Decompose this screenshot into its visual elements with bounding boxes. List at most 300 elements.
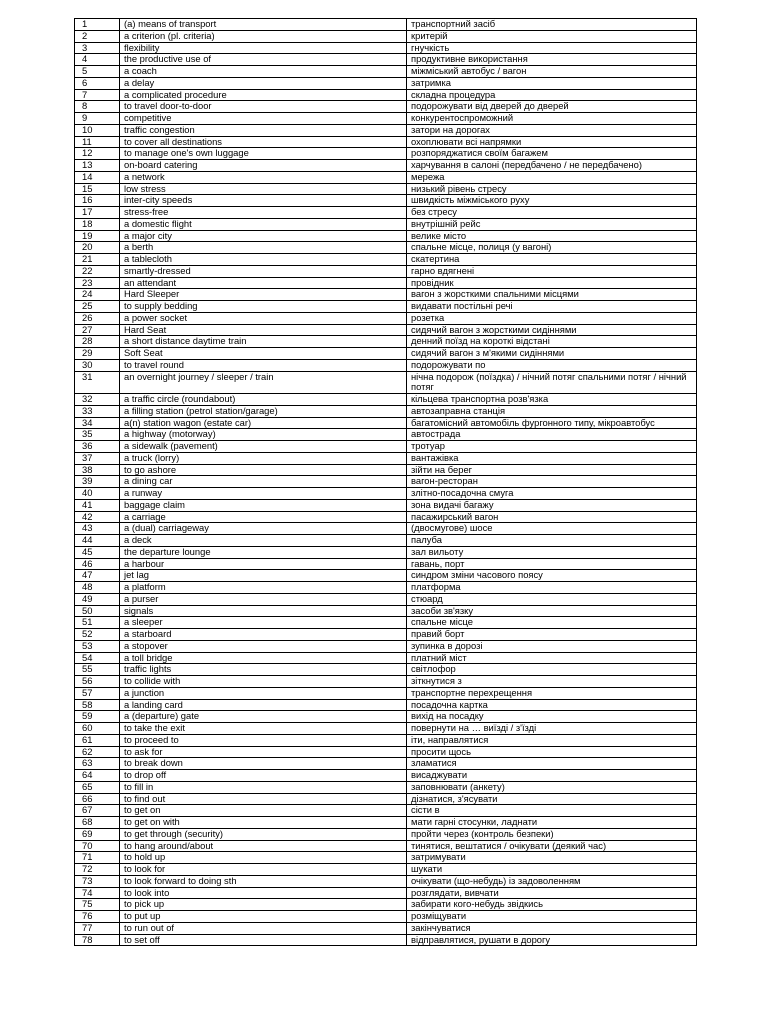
ukrainian-translation: затримувати <box>407 852 697 864</box>
row-number: 56 <box>75 676 120 688</box>
english-term: a harbour <box>120 558 407 570</box>
english-term: to pick up <box>120 899 407 911</box>
ukrainian-translation: зійти на берег <box>407 464 697 476</box>
english-term: to set off <box>120 934 407 946</box>
table-row <box>75 89 697 101</box>
ukrainian-translation: висаджувати <box>407 770 697 782</box>
table-row <box>75 101 697 113</box>
english-term: a berth <box>120 242 407 254</box>
ukrainian-translation: вихід на посадку <box>407 711 697 723</box>
table-row <box>75 640 697 652</box>
row-number: 21 <box>75 254 120 266</box>
ukrainian-translation: спальне місце, полиця (у вагоні) <box>407 242 697 254</box>
english-term: to look forward to doing sth <box>120 875 407 887</box>
ukrainian-translation: відправлятися, рушати в дорогу <box>407 934 697 946</box>
row-number: 36 <box>75 441 120 453</box>
row-number: 13 <box>75 160 120 172</box>
ukrainian-translation: розміщувати <box>407 911 697 923</box>
ukrainian-translation: критерій <box>407 30 697 42</box>
ukrainian-translation: заповнювати (анкету) <box>407 781 697 793</box>
row-number: 16 <box>75 195 120 207</box>
row-number: 53 <box>75 640 120 652</box>
ukrainian-translation: зал вильоту <box>407 546 697 558</box>
row-number: 65 <box>75 781 120 793</box>
table-row <box>75 148 697 160</box>
table-row <box>75 911 697 923</box>
ukrainian-translation: злітно-посадочна смуга <box>407 488 697 500</box>
row-number: 76 <box>75 911 120 923</box>
ukrainian-translation: гарно вдягнені <box>407 265 697 277</box>
table-row <box>75 195 697 207</box>
english-term: the departure lounge <box>120 546 407 558</box>
ukrainian-translation: платний міст <box>407 652 697 664</box>
row-number: 3 <box>75 42 120 54</box>
table-row <box>75 617 697 629</box>
ukrainian-translation: іти, направлятися <box>407 734 697 746</box>
row-number: 55 <box>75 664 120 676</box>
ukrainian-translation: забирати кого-небудь звідкись <box>407 899 697 911</box>
row-number: 24 <box>75 289 120 301</box>
english-term: to collide with <box>120 676 407 688</box>
ukrainian-translation: автозаправна станція <box>407 405 697 417</box>
row-number: 62 <box>75 746 120 758</box>
english-term: jet lag <box>120 570 407 582</box>
row-number: 41 <box>75 499 120 511</box>
english-term: traffic lights <box>120 664 407 676</box>
table-row <box>75 417 697 429</box>
row-number: 31 <box>75 371 120 394</box>
ukrainian-translation: зіткнутися з <box>407 676 697 688</box>
ukrainian-translation: вантажівка <box>407 452 697 464</box>
table-row <box>75 289 697 301</box>
english-term: to look into <box>120 887 407 899</box>
ukrainian-translation: харчування в салоні (передбачено / не передбачено) <box>407 160 697 172</box>
row-number: 45 <box>75 546 120 558</box>
table-row <box>75 652 697 664</box>
table-row <box>75 746 697 758</box>
english-term: a stopover <box>120 640 407 652</box>
ukrainian-translation: подорожувати по <box>407 359 697 371</box>
table-row <box>75 593 697 605</box>
english-term: a domestic flight <box>120 218 407 230</box>
table-row <box>75 711 697 723</box>
english-term: to proceed to <box>120 734 407 746</box>
table-row <box>75 840 697 852</box>
table-row <box>75 230 697 242</box>
table-row <box>75 441 697 453</box>
row-number: 4 <box>75 54 120 66</box>
row-number: 19 <box>75 230 120 242</box>
english-term: to go ashore <box>120 464 407 476</box>
english-term: to get through (security) <box>120 828 407 840</box>
table-row <box>75 160 697 172</box>
row-number: 48 <box>75 582 120 594</box>
table-row <box>75 277 697 289</box>
english-term: to hold up <box>120 852 407 864</box>
table-row <box>75 136 697 148</box>
english-term: a runway <box>120 488 407 500</box>
ukrainian-translation: правий борт <box>407 629 697 641</box>
row-number: 59 <box>75 711 120 723</box>
row-number: 68 <box>75 817 120 829</box>
table-row <box>75 30 697 42</box>
ukrainian-translation: гавань, порт <box>407 558 697 570</box>
table-row <box>75 734 697 746</box>
table-row <box>75 464 697 476</box>
english-term: a major city <box>120 230 407 242</box>
english-term: a (dual) carriageway <box>120 523 407 535</box>
english-term: signals <box>120 605 407 617</box>
row-number: 49 <box>75 593 120 605</box>
table-row <box>75 723 697 735</box>
row-number: 10 <box>75 124 120 136</box>
ukrainian-translation: низький рівень стресу <box>407 183 697 195</box>
english-term: competitive <box>120 113 407 125</box>
ukrainian-translation: охоплювати всі напрямки <box>407 136 697 148</box>
table-row <box>75 312 697 324</box>
ukrainian-translation: стюард <box>407 593 697 605</box>
ukrainian-translation: зупинка в дорозі <box>407 640 697 652</box>
row-number: 9 <box>75 113 120 125</box>
row-number: 57 <box>75 687 120 699</box>
row-number: 23 <box>75 277 120 289</box>
ukrainian-translation: тинятися, вештатися / очікувати (деякий час) <box>407 840 697 852</box>
english-term: traffic congestion <box>120 124 407 136</box>
ukrainian-translation: транспортний засіб <box>407 19 697 31</box>
ukrainian-translation: швидкість міжміського руху <box>407 195 697 207</box>
english-term: to put up <box>120 911 407 923</box>
row-number: 35 <box>75 429 120 441</box>
table-row <box>75 805 697 817</box>
table-row <box>75 758 697 770</box>
table-row <box>75 429 697 441</box>
english-term: Hard Seat <box>120 324 407 336</box>
row-number: 71 <box>75 852 120 864</box>
row-number: 73 <box>75 875 120 887</box>
row-number: 46 <box>75 558 120 570</box>
english-term: to drop off <box>120 770 407 782</box>
ukrainian-translation: палуба <box>407 535 697 547</box>
ukrainian-translation: без стресу <box>407 207 697 219</box>
ukrainian-translation: мати гарні стосунки, ладнати <box>407 817 697 829</box>
row-number: 5 <box>75 66 120 78</box>
row-number: 33 <box>75 405 120 417</box>
row-number: 63 <box>75 758 120 770</box>
english-term: a landing card <box>120 699 407 711</box>
english-term: to break down <box>120 758 407 770</box>
table-row <box>75 523 697 535</box>
english-term: to ask for <box>120 746 407 758</box>
ukrainian-translation: зламатися <box>407 758 697 770</box>
english-term: a(n) station wagon (estate car) <box>120 417 407 429</box>
ukrainian-translation: кільцева транспортна розв'язка <box>407 394 697 406</box>
row-number: 2 <box>75 30 120 42</box>
row-number: 60 <box>75 723 120 735</box>
english-term: to fill in <box>120 781 407 793</box>
ukrainian-translation: продуктивне використання <box>407 54 697 66</box>
english-term: to manage one's own luggage <box>120 148 407 160</box>
english-term: a highway (motorway) <box>120 429 407 441</box>
table-row <box>75 254 697 266</box>
ukrainian-translation: велике місто <box>407 230 697 242</box>
row-number: 28 <box>75 336 120 348</box>
table-row <box>75 348 697 360</box>
english-term: a delay <box>120 77 407 89</box>
table-row <box>75 242 697 254</box>
table-row <box>75 124 697 136</box>
ukrainian-translation: вагон-ресторан <box>407 476 697 488</box>
ukrainian-translation: гнучкість <box>407 42 697 54</box>
table-row <box>75 476 697 488</box>
ukrainian-translation: сидячий вагон з жорсткими сидіннями <box>407 324 697 336</box>
table-row <box>75 546 697 558</box>
ukrainian-translation: складна процедура <box>407 89 697 101</box>
ukrainian-translation: розпоряджатися своїм багажем <box>407 148 697 160</box>
english-term: smartly-dressed <box>120 265 407 277</box>
english-term: a (departure) gate <box>120 711 407 723</box>
row-number: 64 <box>75 770 120 782</box>
ukrainian-translation: міжміський автобус / вагон <box>407 66 697 78</box>
row-number: 58 <box>75 699 120 711</box>
english-term: to get on <box>120 805 407 817</box>
ukrainian-translation: багатомісний автомобіль фургонного типу, мікроавтобус <box>407 417 697 429</box>
row-number: 42 <box>75 511 120 523</box>
table-row <box>75 687 697 699</box>
english-term: baggage claim <box>120 499 407 511</box>
row-number: 77 <box>75 922 120 934</box>
ukrainian-translation: нічна подорож (поїздка) / нічний потяг спальними потяг / нічний потяг <box>407 371 697 394</box>
table-row <box>75 171 697 183</box>
table-row <box>75 77 697 89</box>
vocabulary-table <box>74 18 697 946</box>
english-term: flexibility <box>120 42 407 54</box>
row-number: 38 <box>75 464 120 476</box>
ukrainian-translation: вагон з жорсткими спальними місцями <box>407 289 697 301</box>
table-row <box>75 405 697 417</box>
row-number: 30 <box>75 359 120 371</box>
table-row <box>75 511 697 523</box>
ukrainian-translation: дізнатися, з'ясувати <box>407 793 697 805</box>
english-term: a platform <box>120 582 407 594</box>
ukrainian-translation: подорожувати від дверей до дверей <box>407 101 697 113</box>
table-row <box>75 828 697 840</box>
ukrainian-translation: сидячий вагон з м'якими сидіннями <box>407 348 697 360</box>
english-term: a junction <box>120 687 407 699</box>
english-term: a network <box>120 171 407 183</box>
table-row <box>75 570 697 582</box>
row-number: 74 <box>75 887 120 899</box>
english-term: inter-city speeds <box>120 195 407 207</box>
table-row <box>75 922 697 934</box>
table-row <box>75 324 697 336</box>
row-number: 6 <box>75 77 120 89</box>
english-term: an overnight journey / sleeper / train <box>120 371 407 394</box>
ukrainian-translation: тротуар <box>407 441 697 453</box>
row-number: 70 <box>75 840 120 852</box>
ukrainian-translation: мережа <box>407 171 697 183</box>
table-row <box>75 113 697 125</box>
english-term: on-board catering <box>120 160 407 172</box>
english-term: to run out of <box>120 922 407 934</box>
english-term: stress-free <box>120 207 407 219</box>
table-row <box>75 183 697 195</box>
row-number: 47 <box>75 570 120 582</box>
table-row <box>75 864 697 876</box>
ukrainian-translation: світлофор <box>407 664 697 676</box>
table-row <box>75 371 697 394</box>
row-number: 17 <box>75 207 120 219</box>
table-row <box>75 218 697 230</box>
ukrainian-translation: повернути на … виїзді / з'їзді <box>407 723 697 735</box>
english-term: a sidewalk (pavement) <box>120 441 407 453</box>
row-number: 40 <box>75 488 120 500</box>
ukrainian-translation: (двосмугове) шосе <box>407 523 697 535</box>
english-term: a dining car <box>120 476 407 488</box>
ukrainian-translation: провідник <box>407 277 697 289</box>
english-term: the productive use of <box>120 54 407 66</box>
table-row <box>75 54 697 66</box>
ukrainian-translation: закінчуватися <box>407 922 697 934</box>
ukrainian-translation: видавати постільні речі <box>407 301 697 313</box>
english-term: a toll bridge <box>120 652 407 664</box>
english-term: to supply bedding <box>120 301 407 313</box>
ukrainian-translation: скатертина <box>407 254 697 266</box>
row-number: 51 <box>75 617 120 629</box>
english-term: a purser <box>120 593 407 605</box>
row-number: 8 <box>75 101 120 113</box>
table-row <box>75 934 697 946</box>
row-number: 37 <box>75 452 120 464</box>
english-term: a starboard <box>120 629 407 641</box>
table-row <box>75 42 697 54</box>
ukrainian-translation: пасажирський вагон <box>407 511 697 523</box>
table-row <box>75 499 697 511</box>
ukrainian-translation: розетка <box>407 312 697 324</box>
table-row <box>75 265 697 277</box>
row-number: 1 <box>75 19 120 31</box>
ukrainian-translation: просити щось <box>407 746 697 758</box>
row-number: 52 <box>75 629 120 641</box>
table-row <box>75 535 697 547</box>
table-row <box>75 664 697 676</box>
table-row <box>75 793 697 805</box>
row-number: 27 <box>75 324 120 336</box>
english-term: a coach <box>120 66 407 78</box>
row-number: 15 <box>75 183 120 195</box>
ukrainian-translation: сісти в <box>407 805 697 817</box>
row-number: 66 <box>75 793 120 805</box>
row-number: 20 <box>75 242 120 254</box>
english-term: Hard Sleeper <box>120 289 407 301</box>
english-term: a tablecloth <box>120 254 407 266</box>
row-number: 72 <box>75 864 120 876</box>
english-term: to hang around/about <box>120 840 407 852</box>
ukrainian-translation: автострада <box>407 429 697 441</box>
english-term: an attendant <box>120 277 407 289</box>
ukrainian-translation: очікувати (що-небудь) із задоволенням <box>407 875 697 887</box>
english-term: to travel door-to-door <box>120 101 407 113</box>
table-row <box>75 394 697 406</box>
ukrainian-translation: спальне місце <box>407 617 697 629</box>
english-term: a truck (lorry) <box>120 452 407 464</box>
english-term: to cover all destinations <box>120 136 407 148</box>
table-row <box>75 558 697 570</box>
row-number: 12 <box>75 148 120 160</box>
english-term: to get on with <box>120 817 407 829</box>
row-number: 50 <box>75 605 120 617</box>
ukrainian-translation: конкурентоспроможний <box>407 113 697 125</box>
table-row <box>75 629 697 641</box>
english-term: a power socket <box>120 312 407 324</box>
row-number: 22 <box>75 265 120 277</box>
ukrainian-translation: затори на дорогах <box>407 124 697 136</box>
row-number: 26 <box>75 312 120 324</box>
table-row <box>75 770 697 782</box>
english-term: a short distance daytime train <box>120 336 407 348</box>
english-term: Soft Seat <box>120 348 407 360</box>
table-row <box>75 66 697 78</box>
row-number: 69 <box>75 828 120 840</box>
ukrainian-translation: зона видачі багажу <box>407 499 697 511</box>
row-number: 7 <box>75 89 120 101</box>
english-term: low stress <box>120 183 407 195</box>
ukrainian-translation: транспортне перехрещення <box>407 687 697 699</box>
table-row <box>75 359 697 371</box>
row-number: 11 <box>75 136 120 148</box>
row-number: 67 <box>75 805 120 817</box>
row-number: 25 <box>75 301 120 313</box>
english-term: to take the exit <box>120 723 407 735</box>
row-number: 43 <box>75 523 120 535</box>
table-row <box>75 452 697 464</box>
table-row <box>75 875 697 887</box>
ukrainian-translation: платформа <box>407 582 697 594</box>
table-row <box>75 852 697 864</box>
english-term: a criterion (pl. criteria) <box>120 30 407 42</box>
table-row <box>75 699 697 711</box>
english-term: a deck <box>120 535 407 547</box>
ukrainian-translation: денний поїзд на короткі відстані <box>407 336 697 348</box>
english-term: to look for <box>120 864 407 876</box>
english-term: a complicated procedure <box>120 89 407 101</box>
ukrainian-translation: пройти через (контроль безпеки) <box>407 828 697 840</box>
table-row <box>75 301 697 313</box>
ukrainian-translation: розглядати, вивчати <box>407 887 697 899</box>
ukrainian-translation: засоби зв'язку <box>407 605 697 617</box>
row-number: 29 <box>75 348 120 360</box>
table-row <box>75 605 697 617</box>
english-term: a carriage <box>120 511 407 523</box>
table-row <box>75 582 697 594</box>
row-number: 34 <box>75 417 120 429</box>
row-number: 61 <box>75 734 120 746</box>
english-term: to travel round <box>120 359 407 371</box>
row-number: 75 <box>75 899 120 911</box>
table-row <box>75 817 697 829</box>
vocabulary-table-body <box>75 19 697 946</box>
ukrainian-translation: внутрішній рейс <box>407 218 697 230</box>
table-row <box>75 781 697 793</box>
row-number: 18 <box>75 218 120 230</box>
table-row <box>75 676 697 688</box>
row-number: 14 <box>75 171 120 183</box>
table-row <box>75 19 697 31</box>
row-number: 78 <box>75 934 120 946</box>
table-row <box>75 488 697 500</box>
row-number: 32 <box>75 394 120 406</box>
english-term: a filling station (petrol station/garage) <box>120 405 407 417</box>
ukrainian-translation: затримка <box>407 77 697 89</box>
